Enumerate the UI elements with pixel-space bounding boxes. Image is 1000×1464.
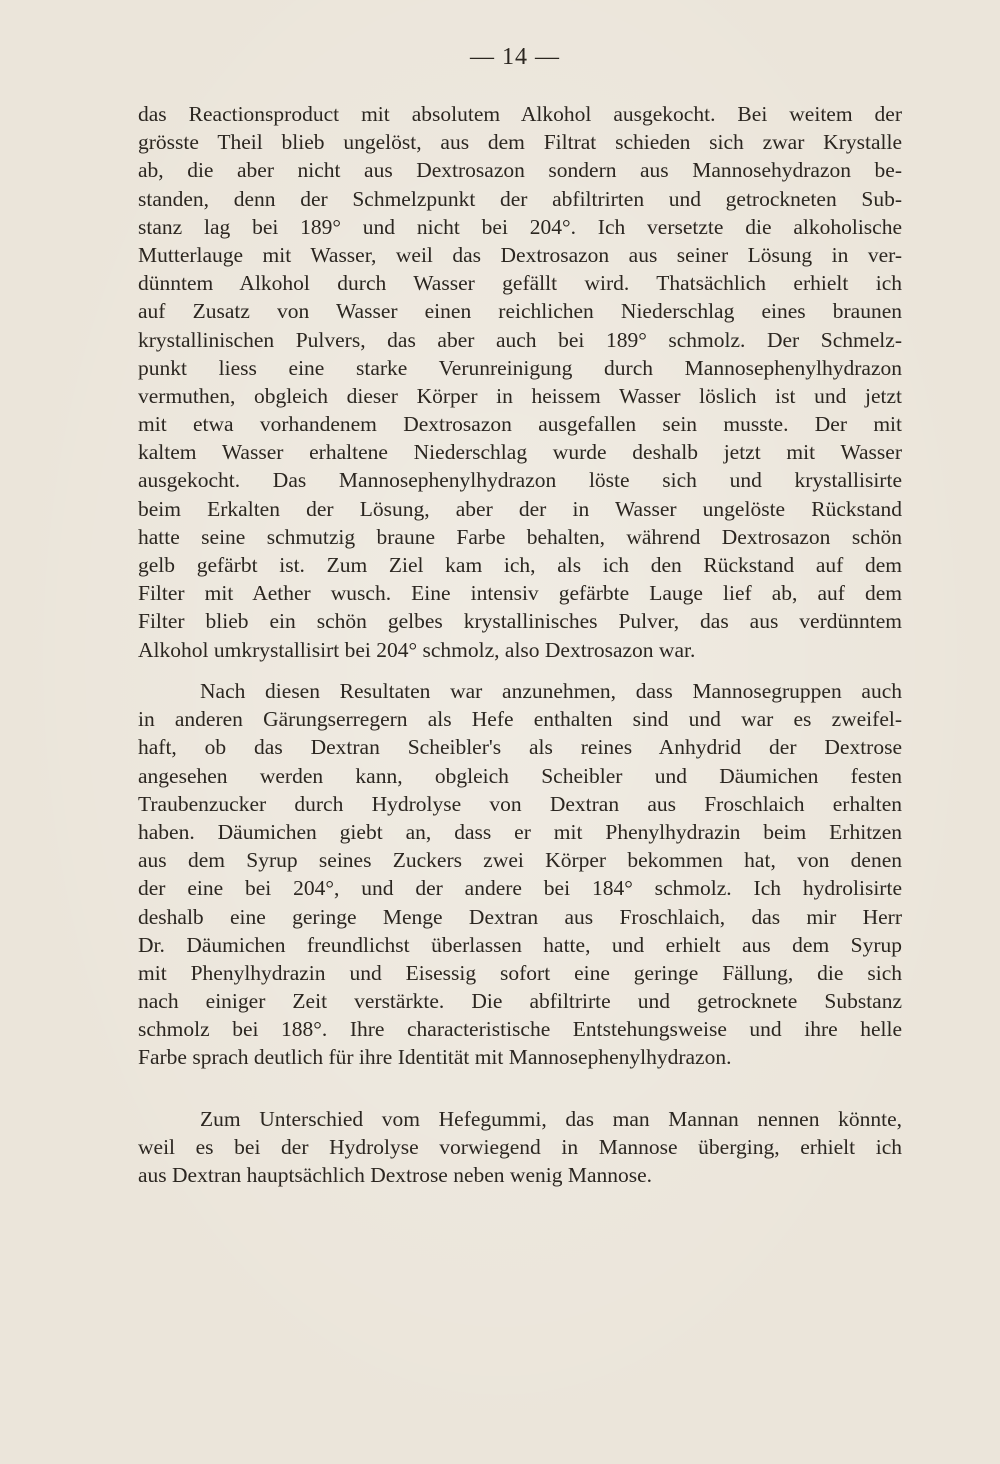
paragraph-line: Farbe sprach deutlich für ihre Identität mit Mannosephenylhydrazon. [138,1045,732,1070]
paragraph-line: stanz lag bei 189° und nicht bei 204°. Ich versetzte die alkoholische [138,214,902,239]
paragraph-line: mit etwa vorhandenem Dextrosazon ausgefallen sein musste. Der mit [138,412,902,437]
paragraph-line: in anderen Gärungserregern als Hefe enthalten sind und war es zweifel- [138,707,902,732]
paragraph-line: krystallinischen Pulvers, das aber auch bei 189° schmolz. Der Schmelz- [138,327,902,352]
paragraph-line: beim Erkalten der Lösung, aber der in Wasser ungelöste Rückstand [138,496,902,521]
paragraph-line: Zum Unterschied vom Hefegummi, das man Mannan nennen könnte, [200,1107,902,1131]
paragraph-line: hatte seine schmutzig braune Farbe behalten, während Dextrosazon schön [138,524,902,549]
paragraph-line: vermuthen, obgleich dieser Körper in heissem Wasser löslich ist und jetzt [138,383,902,408]
paragraph-line: Filter mit Aether wusch. Eine intensiv gefärbte Lauge lief ab, auf dem [138,581,902,606]
paragraph-line: mit Phenylhydrazin und Eisessig sofort eine geringe Fällung, die sich [138,960,902,985]
paragraph-line: Alkohol umkrystallisirt bei 204° schmolz, also Dextrosazon war. [138,637,696,662]
paragraph-line: haben. Däumichen giebt an, dass er mit Phenylhydrazin beim Erhitzen [138,819,902,844]
paragraph-1 [138,100,902,664]
paragraph-line: deshalb eine geringe Menge Dextran aus Froschlaich, das mir Herr [138,904,902,929]
paragraph-line: ausgekocht. Das Mannosephenylhydrazon löste sich und krystallisirte [138,468,902,493]
paragraph-line: Filter blieb ein schön gelbes krystallinisches Pulver, das aus verdünntem [138,609,902,634]
paragraph-2 [138,677,902,1072]
paragraph-line: ab, die aber nicht aus Dextrosazon sondern aus Mannosehydrazon be- [138,158,902,183]
paragraph-line: aus dem Syrup seines Zuckers zwei Körper bekommen hat, von denen [138,848,902,873]
paragraph-line: angesehen werden kann, obgleich Scheibler und Däumichen festen [138,763,902,788]
paragraph-line: Traubenzucker durch Hydrolyse von Dextran aus Froschlaich erhalten [138,791,902,816]
paragraph-line: haft, ob das Dextran Scheibler's als reines Anhydrid der Dextrose [138,735,902,760]
paragraph-line: kaltem Wasser erhaltene Niederschlag wurde deshalb jetzt mit Wasser [138,440,902,465]
paragraph-line: gelb gefärbt ist. Zum Ziel kam ich, als ich den Rückstand auf dem [138,553,902,577]
paragraph-line: schmolz bei 188°. Ihre characteristische Entstehungsweise und ihre helle [138,1017,902,1042]
paragraph-line: dünntem Alkohol durch Wasser gefällt wird. Thatsächlich erhielt ich [138,271,902,296]
paragraph-line: weil es bei der Hydrolyse vorwiegend in Mannose überging, erhielt ich [138,1135,902,1160]
paragraph-line: grösste Theil blieb ungelöst, aus dem Filtrat schieden sich zwar Krystalle [138,130,902,155]
paragraph-line: auf Zusatz von Wasser einen reichlichen Niederschlag eines braunen [138,299,902,324]
paragraph-line: nach einiger Zeit verstärkte. Die abfiltrirte und getrocknete Substanz [138,989,902,1014]
paragraph-line: Nach diesen Resultaten war anzunehmen, dass Mannosegruppen auch [200,679,902,703]
paragraph-line: der eine bei 204°, und der andere bei 184° schmolz. Ich hydrolisirte [138,876,902,901]
paragraph-line: standen, denn der Schmelzpunkt der abfiltrirten und getrockneten Sub- [138,186,902,211]
paragraph-3 [138,1105,902,1190]
paragraph-line: aus Dextran hauptsächlich Dextrose neben wenig Mannose. [138,1163,653,1188]
paragraph-line: Dr. Däumichen freundlichst überlassen hatte, und erhielt aus dem Syrup [138,932,902,957]
paragraph-line: punkt liess eine starke Verunreinigung durch Mannosephenylhydrazon [138,355,902,380]
paragraph-line: das Reactionsproduct mit absolutem Alkohol ausgekocht. Bei weitem der [138,102,902,126]
page-number: — 14 — [470,44,560,70]
paragraph-line: Mutterlauge mit Wasser, weil das Dextrosazon aus seiner Lösung in ver- [138,242,902,267]
